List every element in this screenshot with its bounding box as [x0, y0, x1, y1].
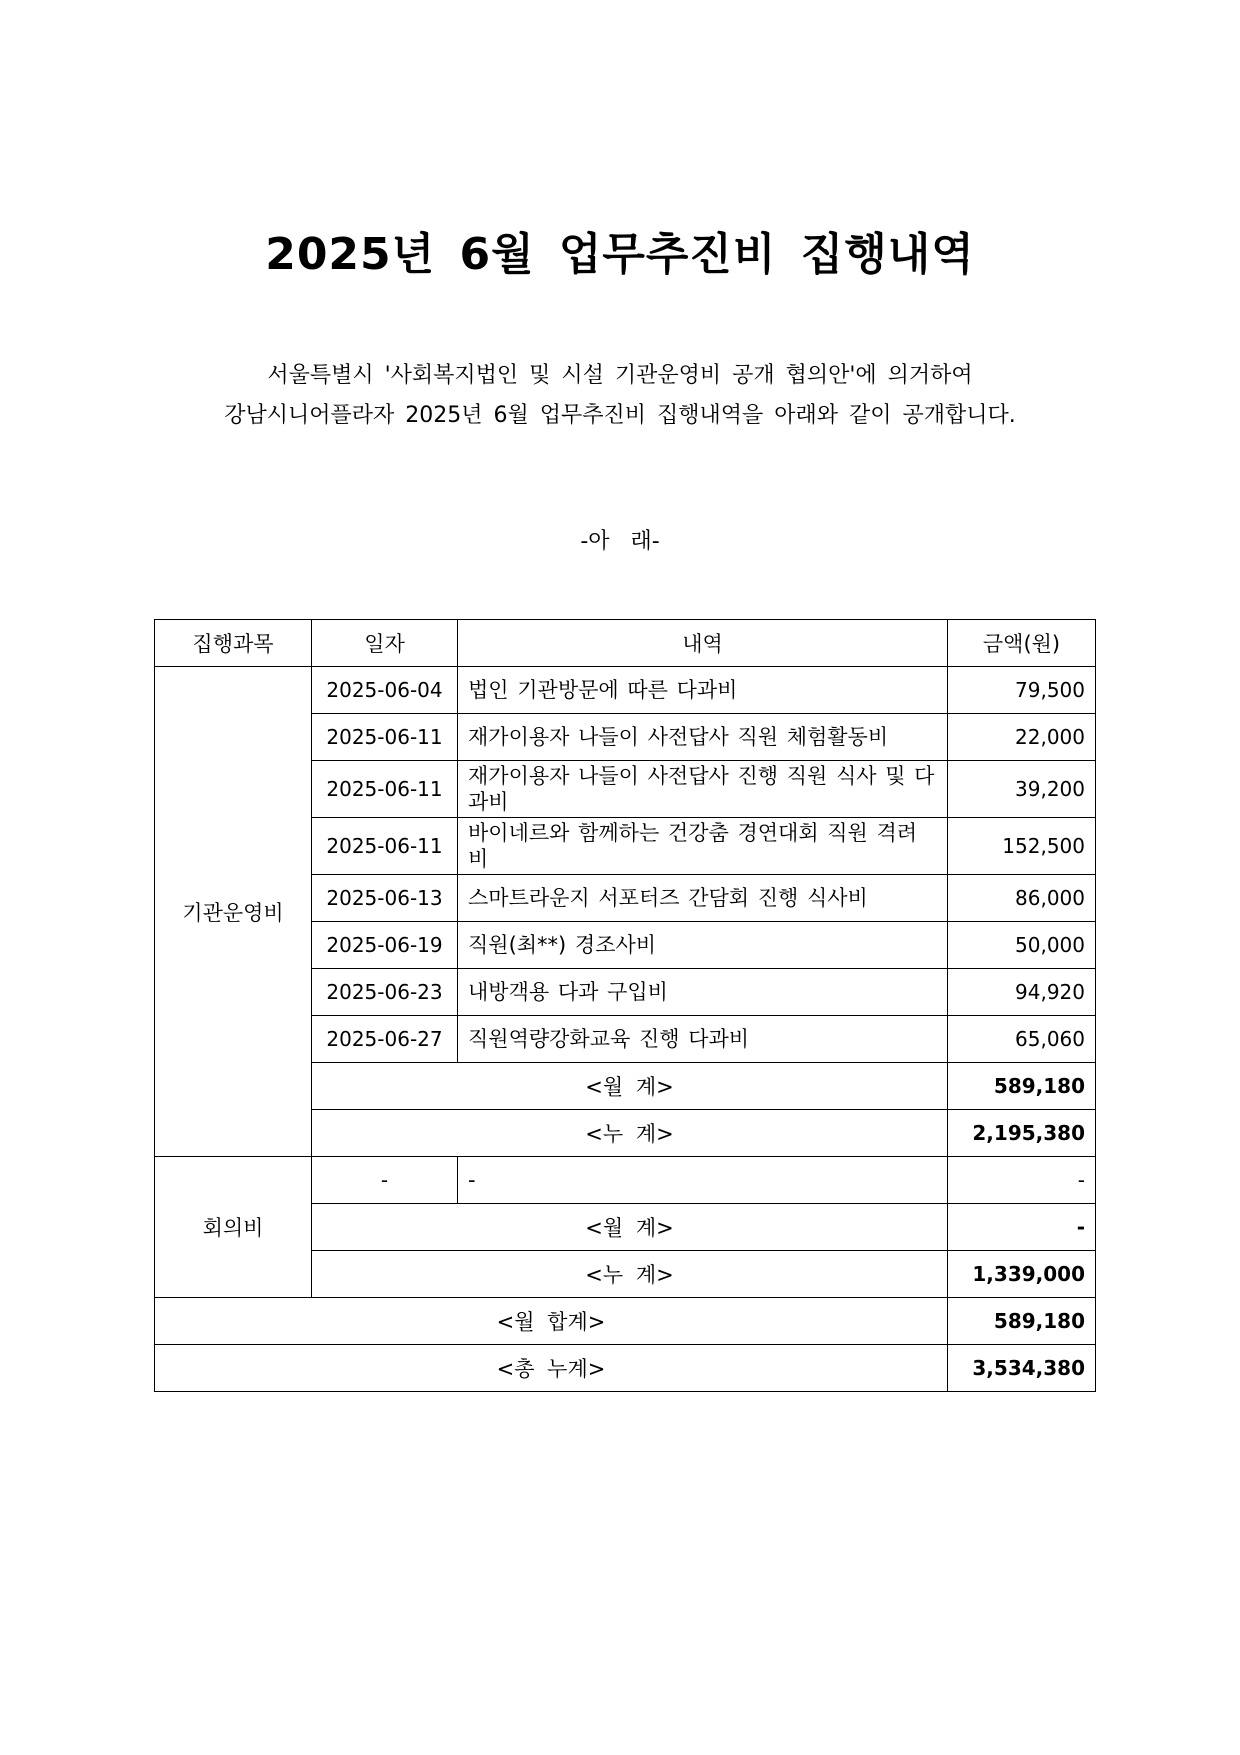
monthly-subtotal-label: <월 계> — [312, 1063, 948, 1110]
header-description: 내역 — [458, 620, 948, 667]
header-amount: 금액(원) — [948, 620, 1096, 667]
description-cell: 직원역량강화교육 진행 다과비 — [458, 1016, 948, 1063]
grand-cumulative-total-label: <총 누계> — [155, 1345, 948, 1392]
category-cell-operating: 기관운영비 — [155, 667, 312, 1157]
date-cell: 2025-06-23 — [312, 969, 458, 1016]
header-category: 집행과목 — [155, 620, 312, 667]
amount-cell: 22,000 — [948, 714, 1096, 761]
grand-cumulative-total-row — [155, 1345, 1096, 1392]
amount-cell: 79,500 — [948, 667, 1096, 714]
amount-cell: 86,000 — [948, 875, 1096, 922]
header-date: 일자 — [312, 620, 458, 667]
date-cell: 2025-06-11 — [312, 818, 458, 875]
intro-paragraph — [0, 356, 1240, 436]
cumulative-subtotal-amount: 1,339,000 — [948, 1251, 1096, 1298]
date-cell: 2025-06-11 — [312, 714, 458, 761]
amount-cell: 94,920 — [948, 969, 1096, 1016]
description-cell: 직원(최**) 경조사비 — [458, 922, 948, 969]
grand-cumulative-total-amount: 3,534,380 — [948, 1345, 1096, 1392]
table-row — [155, 667, 1096, 714]
section-mark: -아 래- — [580, 529, 660, 554]
monthly-subtotal-label: <월 계> — [312, 1204, 948, 1251]
cumulative-subtotal-label: <누 계> — [312, 1110, 948, 1157]
date-cell: - — [312, 1157, 458, 1204]
grand-monthly-total-row — [155, 1298, 1096, 1345]
description-cell: 바이네르와 함께하는 건강춤 경연대회 직원 격려비 — [458, 818, 948, 875]
date-cell: 2025-06-27 — [312, 1016, 458, 1063]
table-header-row — [155, 620, 1096, 667]
grand-monthly-total-label: <월 합계> — [155, 1298, 948, 1345]
date-cell: 2025-06-13 — [312, 875, 458, 922]
expense-table — [154, 619, 1096, 1392]
description-cell: 내방객용 다과 구입비 — [458, 969, 948, 1016]
intro-line-2: 강남시니어플라자 2025년 6월 업무추진비 집행내역을 아래와 같이 공개합니다. — [224, 403, 1016, 428]
amount-cell: 152,500 — [948, 818, 1096, 875]
description-cell: 재가이용자 나들이 사전답사 직원 체험활동비 — [458, 714, 948, 761]
description-cell: 스마트라운지 서포터즈 간담회 진행 식사비 — [458, 875, 948, 922]
grand-monthly-total-amount: 589,180 — [948, 1298, 1096, 1345]
description-cell: 법인 기관방문에 따른 다과비 — [458, 667, 948, 714]
monthly-subtotal-amount: - — [948, 1204, 1096, 1251]
amount-cell: 39,200 — [948, 761, 1096, 818]
date-cell: 2025-06-11 — [312, 761, 458, 818]
cumulative-subtotal-label: <누 계> — [312, 1251, 948, 1298]
table-row — [155, 1157, 1096, 1204]
category-cell-meeting: 회의비 — [155, 1157, 312, 1298]
cumulative-subtotal-amount: 2,195,380 — [948, 1110, 1096, 1157]
monthly-subtotal-amount: 589,180 — [948, 1063, 1096, 1110]
description-cell: - — [458, 1157, 948, 1204]
amount-cell: 65,060 — [948, 1016, 1096, 1063]
amount-cell: - — [948, 1157, 1096, 1204]
document-title: 2025년 6월 업무추진비 집행내역 — [265, 229, 975, 280]
date-cell: 2025-06-19 — [312, 922, 458, 969]
date-cell: 2025-06-04 — [312, 667, 458, 714]
intro-line-1: 서울특별시 '사회복지법인 및 시설 기관운영비 공개 협의안'에 의거하여 — [267, 363, 973, 388]
amount-cell: 50,000 — [948, 922, 1096, 969]
description-cell: 재가이용자 나들이 사전답사 진행 직원 식사 및 다과비 — [458, 761, 948, 818]
